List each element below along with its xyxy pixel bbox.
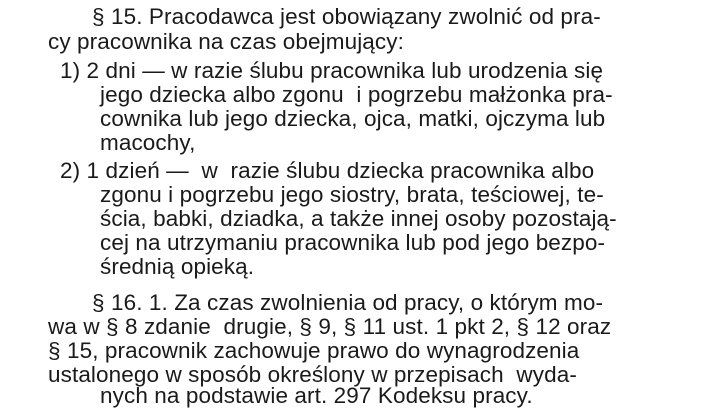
item-1-line-4: macochy, (100, 130, 196, 155)
item-2-line-2: zgonu i pogrzebu jego siostry, brata, teściowej, te- (100, 182, 604, 207)
item-1-line-1: 1) 2 dni — w razie ślubu pracownika lub urodzenia się (60, 58, 604, 83)
item-2-line-4: cej na utrzymaniu pracownika lub pod jego bezpo- (100, 230, 606, 255)
item-1-line-3: cownika lub jego dziecka, ojca, matki, ojczyma lub (100, 106, 606, 131)
paragraph-16-line-2: wa w § 8 zdanie drugie, § 9, § 11 ust. 1 pkt 2, § 12 oraz (48, 314, 612, 339)
paragraph-16-line-4: ustalonego w sposób określony w przepisach wyda- (48, 362, 577, 387)
paragraph-16-line-5: nych na podstawie art. 297 Kodeksu pracy. (100, 383, 533, 408)
item-2-line-3: ścia, babki, dziadka, a także innej osoby pozostają- (100, 206, 617, 231)
paragraph-15-line-1: § 15. Pracodawca jest obowiązany zwolnić od pra- (92, 4, 601, 29)
item-2-line-5: średnią opieką. (100, 254, 255, 279)
item-1-line-2: jego dziecka albo zgonu i pogrzebu małżonka pra- (100, 82, 613, 107)
paragraph-15-line-2: cy pracownika na czas obejmujący: (48, 29, 404, 54)
item-2-line-1: 2) 1 dzień — w razie ślubu dziecka pracownika albo (60, 158, 595, 183)
paragraph-16-line-3: § 15, pracownik zachowuje prawo do wynagrodzenia (48, 338, 580, 363)
paragraph-16-line-1: § 16. 1. Za czas zwolnienia od pracy, o którym mo- (92, 290, 604, 315)
